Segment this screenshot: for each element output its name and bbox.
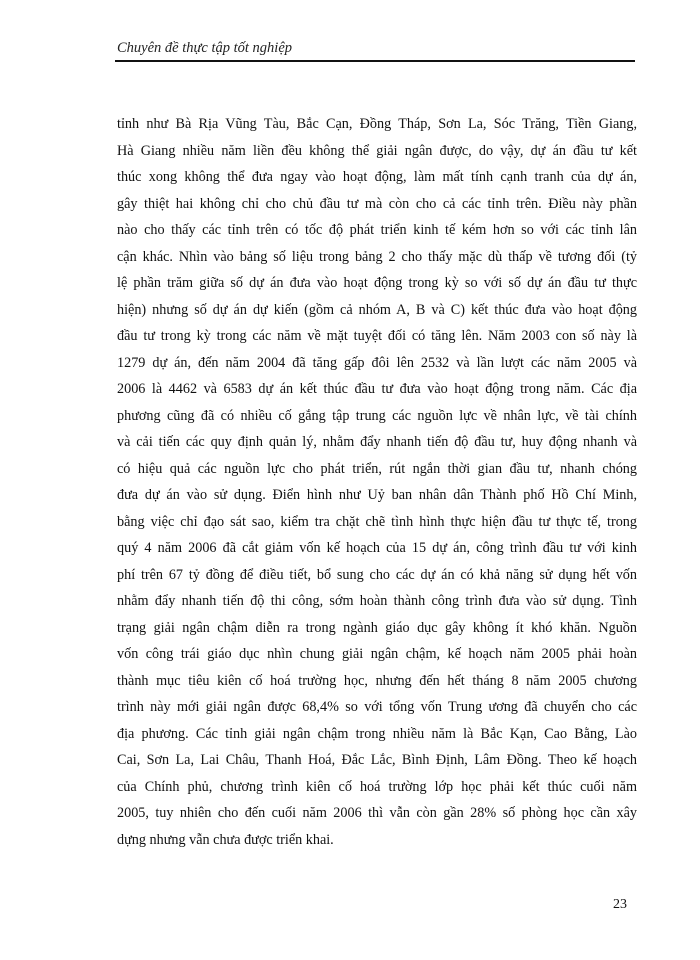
text-line: nhằm đẩy nhanh tiến độ thi công, sớm hoàn thành công trình đưa vào sử dụng. Tình	[117, 593, 637, 609]
text-line: lệ phần trăm giữa số dự án đưa vào hoạt động trong kỳ so với số dự án đầu tư thực	[117, 275, 637, 291]
text-line: 2006 là 4462 và 6583 dự án kết thúc đầu tư đưa vào hoạt động trong năm. Các địa	[117, 381, 637, 397]
text-line: 1279 dự án, đến năm 2004 đã tăng gấp đôi lên 2532 và lần lượt các năm 2005 và	[117, 354, 637, 371]
page-number: 23	[613, 897, 627, 912]
text-line: phương cũng đã có nhiều cố gắng tập trung các nguồn lực về nhân lực, về tài chính	[117, 407, 637, 424]
text-line: gây thiệt hai không chỉ cho chủ đầu tư mà còn cho cả các tỉnh trên. Điều này phần	[117, 195, 637, 212]
text-line: bằng việc chỉ đạo sát sao, kiểm tra chặt chẽ tình hình thực hiện đầu tư thực tế, trong	[117, 513, 637, 530]
text-line: thành mục tiêu kiên cố hoá trường học, nhưng đến hết tháng 8 năm 2005 chương	[117, 672, 637, 689]
text-line: nào cho thấy các tỉnh trên có tốc độ phát triển kinh tế kém hơn so với các tỉnh lân	[117, 222, 637, 238]
body-paragraph	[117, 111, 637, 853]
text-line: và cải tiến các quy định quản lý, nhằm đẩy nhanh tiến độ đầu tư, huy động nhanh và	[117, 434, 637, 450]
text-line: của Chính phủ, chương trình kiên cố hoá trường lớp học phải kết thúc cuối năm	[117, 778, 637, 795]
text-line: cận khác. Nhìn vào bảng số liệu trong bảng 2 cho thấy mặc dù thấp về tương đối (tỷ	[117, 248, 637, 265]
text-line: hiện) nhưng số dự án dự kiến (gồm cả nhóm A, B và C) kết thúc đưa vào hoạt động	[117, 301, 637, 318]
text-line: quý 4 năm 2006 đã cắt giảm vốn kế hoạch của 15 dự án, công trình đầu tư với kinh	[117, 540, 637, 556]
text-line: 2005, tuy nhiên cho đến cuối năm 2006 thì vẫn còn gần 28% số phòng học cần xây	[117, 805, 637, 821]
text-line: Cai, Sơn La, Lai Châu, Thanh Hoá, Đắc Lắc, Bình Định, Lâm Đồng. Theo kế hoạch	[117, 752, 637, 768]
text-line: trình này mới giải ngân được 68,4% so với tổng vốn Trung ương đã chuyển cho các	[117, 699, 637, 715]
text-line: dựng nhưng vẫn chưa được triển khai.	[117, 831, 334, 848]
text-line: đưa dự án vào sử dụng. Điển hình như Uỷ ban nhân dân Thành phố Hồ Chí Minh,	[117, 487, 637, 503]
text-line: trạng giải ngân chậm diễn ra trong ngành giáo dục gây không ít khó khăn. Nguồn	[117, 619, 637, 636]
header-title: Chuyên đề thực tập tốt nghiệp	[117, 40, 293, 56]
text-line: vốn công trái giáo dục nhìn chung giải ngân chậm, kế hoạch năm 2005 phải hoàn	[117, 646, 637, 662]
text-line: có hiệu quả các nguồn lực cho phát triển, rút ngắn thời gian đầu tư, nhanh chóng	[117, 460, 637, 477]
text-line: đầu tư trong kỳ trong các năm về mặt tuyệt đối có tăng lên. Năm 2003 con số này là	[117, 328, 637, 344]
text-line: Hà Giang nhiều năm liền đều không thể giải ngân được, do vậy, dự án đầu tư kết	[117, 142, 637, 159]
text-line: phí trên 67 tỷ đồng để điều tiết, bổ sung cho các dự án có khả năng sử dụng hết vốn	[117, 566, 637, 583]
text-line: thúc xong không thể đưa ngay vào hoạt động, làm mất tính cạnh tranh của dự án,	[117, 169, 637, 185]
text-line: tỉnh như Bà Rịa Vũng Tàu, Bắc Cạn, Đồng Tháp, Sơn La, Sóc Trăng, Tiền Giang,	[117, 116, 637, 132]
header-divider	[115, 60, 635, 62]
text-line: địa phương. Các tỉnh giải ngân chậm trong nhiều năm là Bắc Kạn, Cao Bằng, Lào	[117, 725, 637, 742]
